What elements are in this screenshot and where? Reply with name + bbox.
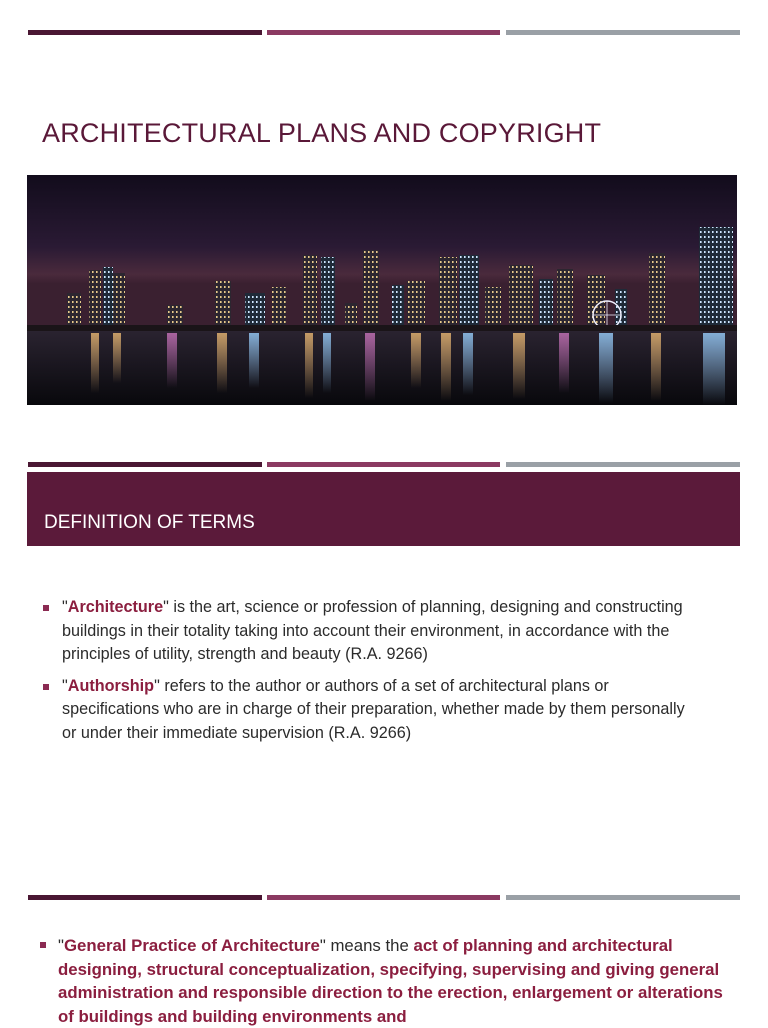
accent-bar-grey-1 — [506, 30, 740, 35]
accent-bar-dark-3 — [28, 895, 262, 900]
accent-bar-mid-3 — [267, 895, 500, 900]
term-authorship: Authorship — [67, 676, 155, 695]
list-item: "Authorship" refers to the author or authors of a set of architectural plans or specifications who are in charge of their preparation, whether made by them personally or under their immediate supervision (R.A. 9266) — [42, 675, 702, 746]
bullet-square-icon — [43, 605, 49, 611]
accent-bar-dark-2 — [28, 462, 262, 467]
list-item: "Architecture" is the art, science or profession of planning, designing and constructing buildings in their totality taking into account their environment, in accordance with the principles of utility, strength and beauty (R.A. 9266) — [42, 596, 702, 667]
definition-list — [42, 596, 702, 753]
accent-bar-grey-2 — [506, 462, 740, 467]
definition-text: " refers to the author or authors of a set of architectural plans or specifications who are in charge of their preparation, whether made by them personally or under their immediate supervision (R.A. 9266) — [62, 676, 685, 742]
accent-bar-mid-2 — [267, 462, 500, 467]
list-item: "General Practice of Architecture" means the act of planning and architectural designing, structural conceptualization, specifying, supervising and giving general administration and responsible direction to the erection, enlargement or alterations of buildings and building environments and — [40, 934, 740, 1028]
bullet-square-icon — [43, 684, 49, 690]
section-header — [27, 472, 740, 546]
term-architecture: Architecture — [67, 598, 164, 616]
accent-bar-dark-1 — [28, 30, 262, 35]
section-header-title: DEFINITION OF TERMS — [44, 512, 255, 533]
general-practice-list — [40, 934, 740, 1028]
city-skyline-image — [27, 175, 737, 405]
definition-text: act of planning and architectural designing, structural conceptualization, specifying, supervising and giving general administration and responsible direction to the erection, enlargement or alterations of buildings and building environments and — [58, 936, 723, 1026]
term-general-practice: General Practice of Architecture — [63, 936, 320, 955]
accent-bar-mid-1 — [267, 30, 500, 35]
definition-text: " is the art, science or profession of planning, designing and constructing buildings in their totality taking into account their environment, in accordance with the principles of utility, strength and beauty (R.A. 9266) — [62, 598, 683, 663]
bullet-square-icon — [40, 942, 46, 948]
accent-bar-grey-3 — [506, 895, 740, 900]
slide-title: ARCHITECTURAL PLANS AND COPYRIGHT — [42, 118, 602, 148]
